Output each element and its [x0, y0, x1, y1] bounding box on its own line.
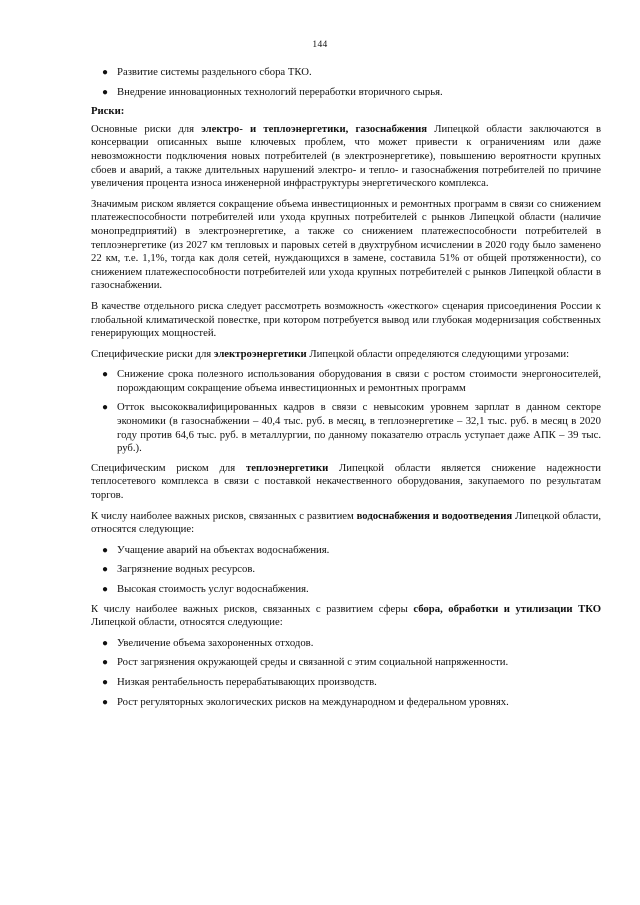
list-item: ● Отток высококвалифицированных кадров в связи с невысоким уровнем зарплат в данном секторе экономики (в газоснабжении – 40,4 тыс. руб. в месяц, в теплоэнергетике – 32,1 тыс. руб. в месяц в 2020 году против 64,6 тыс. руб. в металлургии, по данному показателю отрасль уступает даже АПК – 39 тыс. руб.). — [102, 401, 601, 455]
water-risk-list — [91, 544, 601, 597]
paragraph-heat-risk: Специфическим риском для теплоэнергетики Липецкой области является снижение надежности теплосетевого комплекса в связи с поставкой некачественного оборудования, закупаемого по результатам торгов. — [91, 461, 601, 502]
top-bullet-list — [91, 66, 601, 99]
bullet-icon: ● — [102, 544, 109, 556]
list-item: ● Загрязнение водных ресурсов. — [102, 563, 256, 576]
paragraph-climate-risk: В качестве отдельного риска следует рассмотреть возможность «жесткого» сценария присоединения России к глобальной климатической повестке, при котором потребуется вывод или глубокая модернизация собственных генерирующих мощностей. — [91, 299, 601, 340]
paragraph-waste-intro: К числу наиболее важных рисков, связанных с развитием сферы сбора, обработки и утилизации ТКО Липецкой области, относятся следующие: — [91, 602, 602, 629]
bullet-icon: ● — [102, 67, 109, 78]
bullet-icon: ● — [102, 696, 109, 708]
bullet-icon: ● — [102, 402, 109, 414]
list-item: ● Рост загрязнения окружающей среды и связанной с этим социальной напряженности. — [102, 656, 509, 669]
list-item: ● Высокая стоимость услуг водоснабжения. — [102, 583, 309, 595]
list-item: ● Развитие системы раздельного сбора ТКО. — [102, 66, 312, 78]
waste-risk-list — [91, 637, 601, 709]
paragraph-electro-intro: Специфические риски для электроэнергетики Липецкой области определяются следующими угрозами: — [91, 347, 570, 360]
list-item: ● Низкая рентабельность перерабатывающих производств. — [102, 675, 377, 688]
bullet-icon: ● — [102, 584, 109, 595]
list-item: ● Внедрение инновационных технологий переработки вторичного сырья. — [102, 85, 443, 98]
bullet-icon: ● — [102, 369, 109, 381]
bullet-icon: ● — [102, 676, 109, 688]
risks-heading: Риски: — [91, 105, 125, 118]
page-content — [91, 66, 601, 715]
electro-risk-list — [91, 368, 601, 456]
list-item: ● Учащение аварий на объектах водоснабжения. — [102, 543, 330, 556]
bullet-icon: ● — [102, 637, 109, 649]
paragraph-main-risks: Основные риски для электро- и теплоэнергетики, газоснабжения Липецкой области заключаются в консервации описанных выше ключевых проблем, что может привести к ограничениям или даже невозможности подключения новых потребителей (в электроэнергетике), повышению вероятности крупных сбоев и аварий, а также длительных нарушений электро- и тепло- и газоснабжения потребителей по причине увеличения процента износа инженерной инфраструктуры энергетического комплекса. — [91, 122, 601, 190]
paragraph-water-intro: К числу наиболее важных рисков, связанных с развитием водоснабжения и водоотведения Липецкой области, относятся следующие: — [91, 509, 601, 536]
list-item: ● Снижение срока полезного использования оборудования в связи с ростом стоимости энергоносителей, порождающим сокращение объема инвестиционных и ремонтных программ — [102, 368, 601, 394]
list-item: ● Увеличение объема захороненных отходов. — [102, 636, 314, 649]
paragraph-investment-risk: Значимым риском является сокращение объема инвестиционных и ремонтных программ в связи со снижением платежеспособности потребителей или ухода крупных потребителей с рынков Липецкой области (наличие монопредприятий) в электроэнергетике, а также со снижением платежеспособности потребителей в теплоэнергетике (из 2027 км тепловых и паровых сетей в двухтрубном исчислении в 2020 году было заменено 22 км, т.е. 1,1%, тогда как доля сетей, нуждающихся в замене, составила 51% от общей протяженности), со снижением платежеспособности потребителей или ухода крупных потребителей с рынков Липецкой области в газоснабжении. — [91, 197, 601, 292]
bullet-icon: ● — [102, 564, 109, 576]
list-item: ● Рост регуляторных экологических рисков на международном и федеральном уровнях. — [102, 695, 509, 708]
page-number: 144 — [312, 40, 328, 50]
bullet-icon: ● — [102, 657, 109, 669]
bullet-icon: ● — [102, 86, 109, 98]
